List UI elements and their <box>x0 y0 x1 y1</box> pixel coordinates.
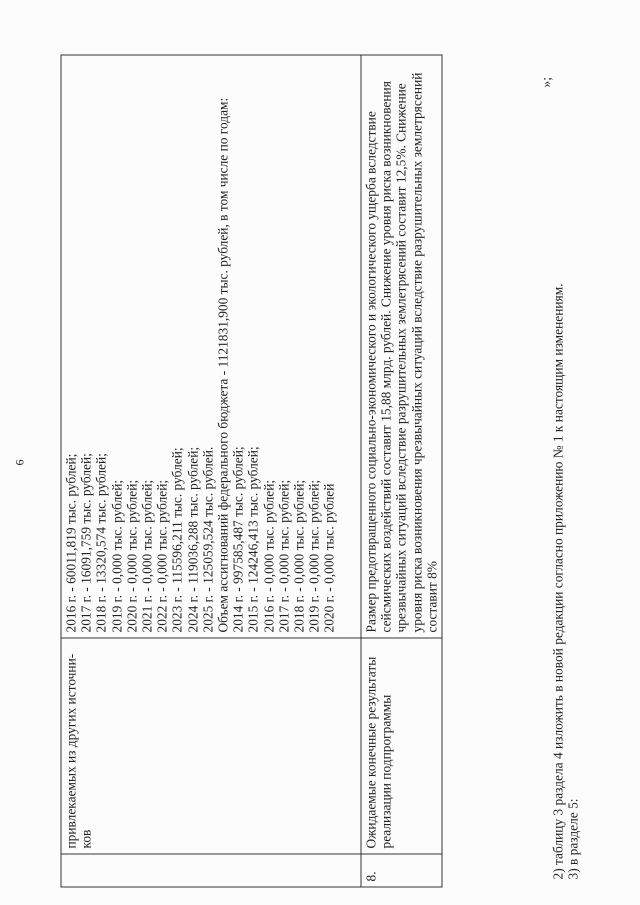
funding-line: 2018 г. - 13320,574 тыс. рублей; <box>93 452 109 632</box>
funding-line: 2022 г. - 0,000 тыс. рублей; <box>154 479 170 632</box>
funding-cell <box>61 55 361 638</box>
federal-line: 2014 г. - 997585,487 тыс. рублей; <box>230 445 246 632</box>
funding-line: 2020 г. - 0,000 тыс. рублей; <box>123 479 139 632</box>
results-cell: Размер предотвращенного социально-экономического и экологического ущерба вследствие сейсмических воздействий составит 15,88 млрд. рублей. Снижение уровня риска возникновения чрезвычайных ситуаций вследствие разрушительных землетрясений составит 12,5%. Снижение уровня риска возникновения чрезвычайных ситуаций вследствие разрушительных землетрясений составит 8% <box>361 55 442 638</box>
amendment-text <box>550 283 580 879</box>
funding-line: 2017 г. - 16091,759 тыс. рублей; <box>78 452 94 632</box>
federal-line: 2016 г. - 0,000 тыс. рублей; <box>260 479 276 632</box>
federal-line: 2020 г. - 0,000 тыс. рублей <box>321 483 337 632</box>
funding-line: 2016 г. - 60011,819 тыс. рублей; <box>63 453 78 632</box>
row-label: Ожидаемые конечные результаты реализации подпрограммы <box>361 638 442 854</box>
closing-quote: »; <box>538 76 553 87</box>
amendment-item: 3) в разделе 5: <box>565 797 580 879</box>
federal-line: 2019 г. - 0,000 тыс. рублей; <box>306 479 322 632</box>
funding-line: 2024 г. - 119036,288 тыс. рублей; <box>184 446 200 632</box>
table-row <box>61 55 361 887</box>
amendment-item: 2) таблицу 3 раздела 4 изложить в новой редакции согласно приложению № 1 к настоящим изменениям. <box>550 282 565 879</box>
subprogram-passport-table <box>60 54 442 887</box>
row-label: привлекаемых из других источни-ков <box>61 638 361 854</box>
table-row <box>361 55 442 887</box>
federal-line: 2018 г. - 0,000 тыс. рублей; <box>291 479 307 632</box>
federal-line: 2017 г. - 0,000 тыс. рублей; <box>275 479 291 632</box>
federal-budget-intro: Объем ассигнований федерального бюджета - 1121831,900 тыс. рублей, в том числе по годам: <box>215 97 231 632</box>
row-number: 8. <box>361 854 442 887</box>
page-number: 6 <box>12 459 26 465</box>
federal-line: 2015 г. - 124246,413 тыс. рублей; <box>245 445 261 632</box>
funding-line: 2025 г. - 125059,524 тыс. рублей. <box>199 446 215 632</box>
funding-line: 2023 г. - 115596,211 тыс. рублей; <box>169 446 185 632</box>
funding-line: 2019 г. - 0,000 тыс. рублей; <box>108 479 124 632</box>
funding-line: 2021 г. - 0,000 тыс. рублей; <box>139 479 155 632</box>
row-number <box>61 854 361 887</box>
